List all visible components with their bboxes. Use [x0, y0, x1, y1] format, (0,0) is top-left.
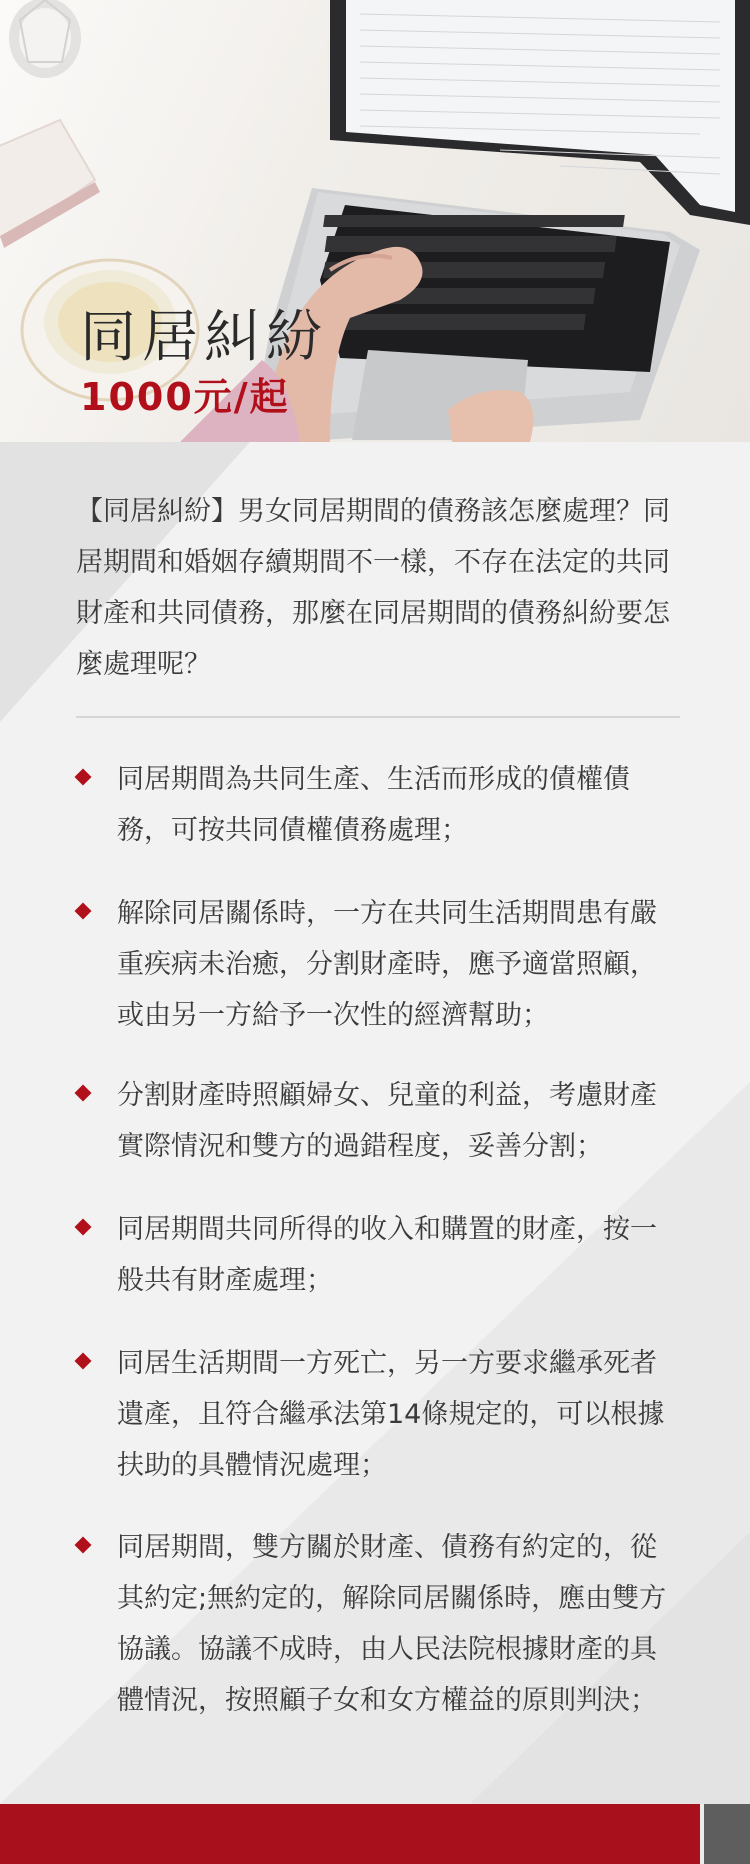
point-text: 同居生活期間一方死亡，另一方要求繼承死者遺產，且符合繼承法第14條規定的，可以根據扶助的具體情況處理；	[117, 1348, 665, 1481]
hero-title: 同居糾紛	[80, 305, 328, 370]
footer-side-block	[704, 1804, 750, 1864]
point-text: 同居期間，雙方關於財產、債務有約定的，從其約定;無約定的，解除同居關係時，應由雙方協議。協議不成時，由人民法院根據財產的具體情況，按照顧子女和女方權益的原則判決；	[117, 1532, 667, 1716]
crystal-ornament	[9, 0, 81, 78]
hero-banner	[0, 0, 750, 442]
intro-paragraph: 【同居糾紛】男女同居期間的債務該怎麼處理？同居期間和婚姻存續期間不一樣，不存在法定的共同財產和共同債務，那麼在同居期間的債務糾紛要怎麼處理呢？	[76, 496, 670, 680]
section-divider	[76, 716, 680, 718]
point-text: 同居期間共同所得的收入和購置的財產，按一般共有財產處理；	[117, 1214, 657, 1296]
notebook-illustration	[0, 120, 100, 248]
hero-price: 1000元/起	[80, 375, 290, 419]
footer-accent-bar	[0, 1804, 700, 1864]
point-text: 分割財產時照顧婦女、兒童的利益，考慮財產實際情況和雙方的過錯程度，妥善分割；	[117, 1080, 657, 1162]
point-text: 同居期間為共同生產、生活而形成的債權債務，可按共同債權債務處理；	[117, 764, 630, 846]
point-text: 解除同居關係時，一方在共同生活期間患有嚴重疾病未治癒，分割財產時，應予適當照顧，或由另一方給予一次性的經濟幫助；	[117, 898, 657, 1031]
